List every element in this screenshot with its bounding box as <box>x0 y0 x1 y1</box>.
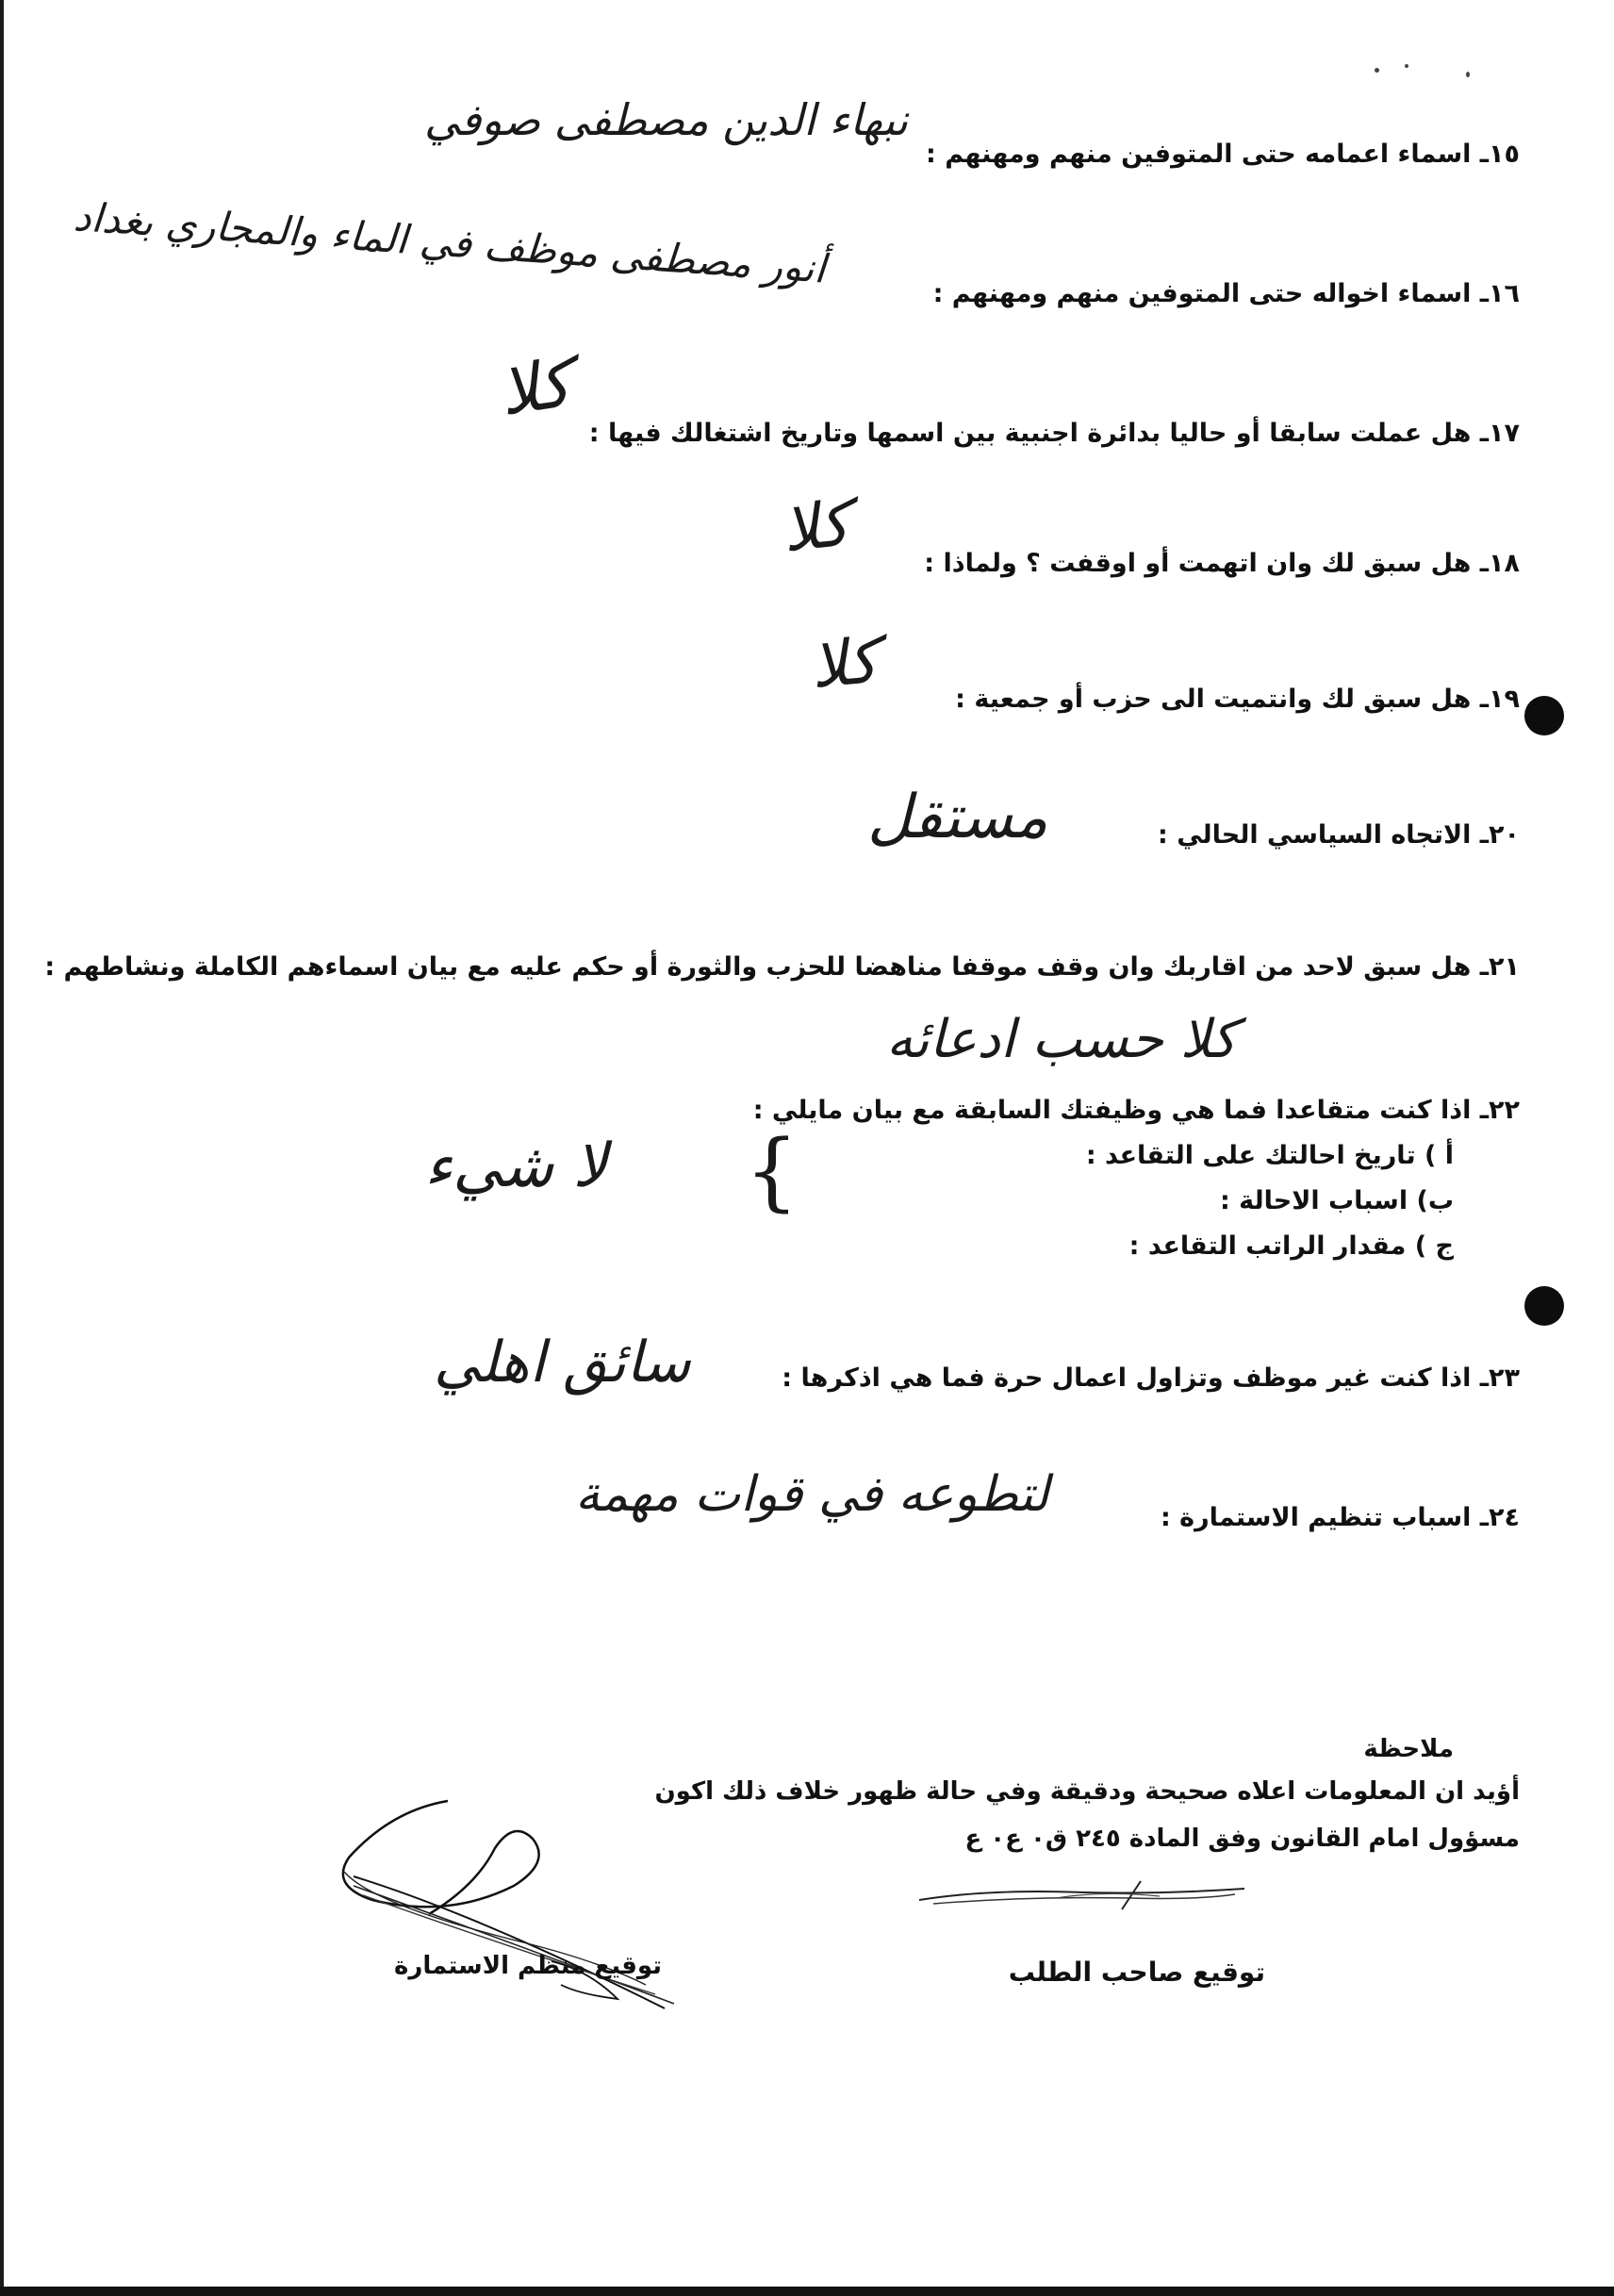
question-text: هل سبق لاحد من اقاربك وان وقف موقفا مناهضا للحزب والثورة أو حكم عليه مع بيان اسماءهم الكاملة ونشاطهم : <box>44 952 1472 982</box>
question-text: اذا كنت غير موظف وتزاول اعمال حرة فما هي اذكرها : <box>782 1363 1472 1393</box>
handwritten-answer-24: لتطوعه في قوات مهمة <box>575 1466 1049 1523</box>
question-15 <box>926 140 1520 169</box>
handwritten-answer-16: أنور مصطفى موظف في الماء والمجاري بغداد <box>72 193 828 292</box>
scan-speck <box>1375 68 1379 73</box>
question-text: هل سبق لك وانتميت الى حزب أو جمعية : <box>955 685 1472 714</box>
handwritten-answer-20: مستقل <box>867 783 1048 852</box>
sub-item-text: مقدار الراتب التقاعد : <box>1128 1231 1407 1261</box>
question-number: ٢٠ـ <box>1479 820 1520 850</box>
question-18 <box>924 549 1520 578</box>
organizer-signature-label: توقيع منظم الاستمارة <box>394 1952 662 1980</box>
sub-item-label: ج ) <box>1414 1231 1454 1261</box>
scan-bottom-edge <box>0 2287 1614 2296</box>
sub-item-label: أ ) <box>1425 1141 1454 1170</box>
question-number: ١٥ـ <box>1479 140 1520 169</box>
note-heading: ملاحظة <box>1363 1735 1454 1763</box>
punch-hole <box>1524 696 1564 735</box>
sub-item-text: تاريخ احالتك على التقاعد : <box>1085 1141 1416 1170</box>
question-22-sub-c <box>1129 1231 1454 1261</box>
question-19 <box>955 685 1520 714</box>
applicant-signature-label: توقيع صاحب الطلب <box>1008 1957 1265 1988</box>
handwritten-answer-22: لا شيء <box>424 1131 607 1201</box>
question-number: ٢٤ـ <box>1479 1503 1520 1532</box>
handwritten-answer-23: سائق اهلي <box>434 1330 691 1396</box>
question-16 <box>933 279 1520 308</box>
organizer-signature-image <box>335 1782 693 2018</box>
question-text: الاتجاه السياسي الحالي : <box>1158 820 1472 850</box>
note-line-2: مسؤول امام القانون وفق المادة ٢٤٥ ق٠ ع٠ ع <box>964 1825 1520 1853</box>
question-text: اسماء اخواله حتى المتوفين منهم ومهنهم : <box>932 279 1472 308</box>
handwritten-answer-18: كلا <box>779 487 853 567</box>
handwritten-answer-21: كلا حسب ادعائه <box>886 1009 1237 1070</box>
question-21 <box>44 952 1520 982</box>
question-number: ١٩ـ <box>1479 685 1520 714</box>
sub-item-label: ب) <box>1416 1186 1454 1215</box>
punch-hole <box>1524 1286 1564 1326</box>
question-text: اسباب تنظيم الاستمارة : <box>1160 1503 1472 1532</box>
note-line-1: أؤيد ان المعلومات اعلاه صحيحة ودقيقة وفي حالة ظهور خلاف ذلك اكون <box>654 1777 1520 1806</box>
question-text: اسماء اعمامه حتى المتوفين منهم ومهنهم : <box>926 140 1472 169</box>
question-22-sub-a <box>1086 1141 1454 1170</box>
scan-speck <box>1466 72 1470 77</box>
question-number: ٢٣ـ <box>1479 1363 1520 1393</box>
sub-item-text: اسباب الاحالة : <box>1219 1186 1408 1215</box>
handwritten-answer-17: كلا <box>494 344 576 431</box>
scan-left-edge <box>0 0 4 2296</box>
handwritten-answer-19: كلا <box>807 624 881 702</box>
question-22-sub-b <box>1220 1186 1454 1215</box>
question-number: ١٨ـ <box>1479 549 1520 578</box>
question-17 <box>589 419 1520 448</box>
question-24 <box>1161 1503 1520 1532</box>
question-number: ١٦ـ <box>1479 279 1520 308</box>
question-number: ٢١ـ <box>1479 952 1520 982</box>
question-22 <box>753 1096 1520 1125</box>
question-number: ١٧ـ <box>1479 419 1520 448</box>
question-text: اذا كنت متقاعدا فما هي وظيفتك السابقة مع بيان مايلي : <box>752 1096 1472 1125</box>
question-number: ٢٢ـ <box>1479 1096 1520 1125</box>
handwritten-brace: } <box>745 1122 799 1221</box>
question-text: هل سبق لك وان اتهمت أو اوقفت ؟ ولماذا : <box>924 549 1472 578</box>
question-20 <box>1158 820 1520 850</box>
applicant-signature-image <box>914 1872 1254 1919</box>
question-23 <box>782 1363 1520 1393</box>
handwritten-answer-15: نبهاء الدين مصطفى صوفي <box>424 94 909 145</box>
question-text: هل عملت سابقا أو حاليا بدائرة اجنبية بين اسمها وتاريخ اشتغالك فيها : <box>588 419 1472 448</box>
scan-speck <box>1405 64 1408 68</box>
